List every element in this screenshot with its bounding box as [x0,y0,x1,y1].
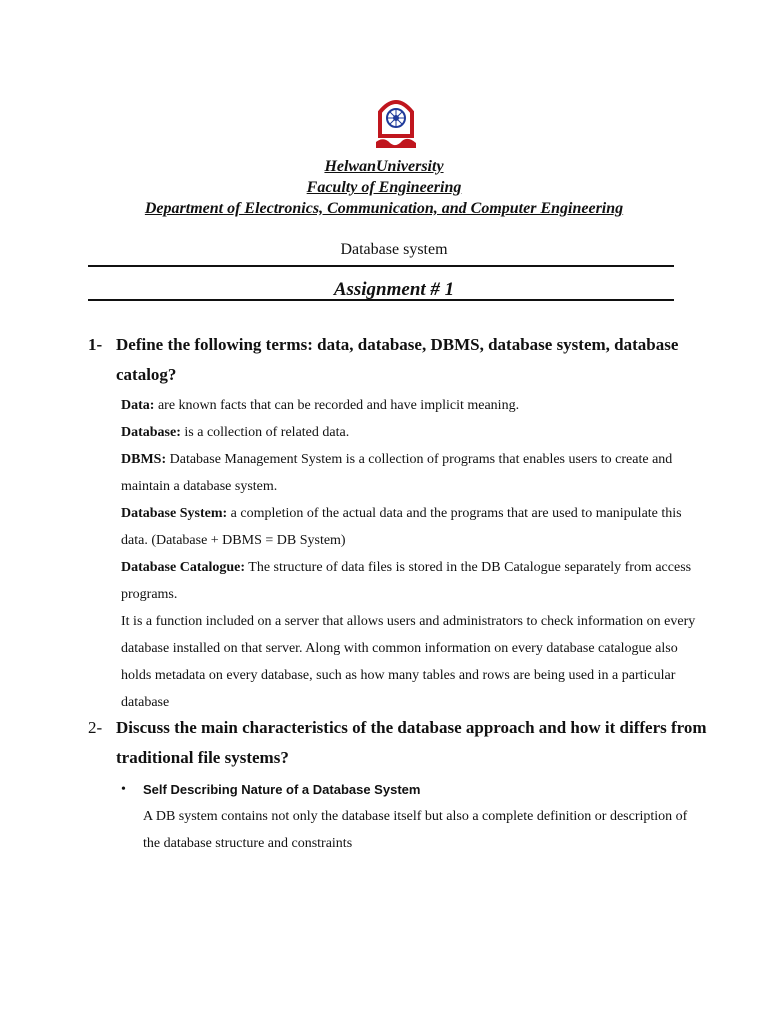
term-definition: Database Management System is a collection of programs that enables users to create and maintain a database system. [121,452,673,494]
answer-database-system [121,500,701,554]
answer-dbms [121,446,701,500]
term-definition: are known facts that can be recorded and have implicit meaning. [154,398,520,413]
answer-catalogue-detail [121,608,701,716]
term-label: DBMS: [121,452,167,467]
course-name: Database system [340,241,448,258]
department-name: Department of Electronics, Communication, and Computer Engineering [144,200,624,217]
answer-1 [121,392,701,716]
university-name: HelwanUniversity [324,158,444,175]
term-definition: The structure of data files is stored in the DB Catalogue separately from access programs. [121,560,692,602]
bullet-icon: • [121,782,126,797]
term-label: Database System: [121,506,228,521]
assignment-title: Assignment # 1 [333,279,455,300]
term-label: Database: [121,425,181,440]
answer-data [121,392,701,419]
question-text: Define the following terms: data, database, DBMS, database system, database catalog? [116,335,679,384]
question-number: 2- [88,718,103,737]
question-text: Discuss the main characteristics of the database approach and how it differs from traditional file systems? [116,718,707,767]
faculty-name: Faculty of Engineering [306,179,462,196]
answer-database-catalogue [121,554,701,608]
question-number: 1- [88,335,103,354]
term-definition: a completion of the actual data and the programs that are used to manipulate this data. (Database + DBMS = DB System) [121,506,682,548]
divider-top [88,265,674,267]
bullet-text: A DB system contains not only the database itself but also a complete definition or description of the database structure and constraints [143,809,688,851]
term-label: Database Catalogue: [121,560,246,575]
term-label: Data: [121,398,155,413]
university-logo [370,96,422,152]
divider-bottom [88,299,674,301]
bullet-title: Self Describing Nature of a Database System [143,782,421,797]
answer-database [121,419,701,446]
paragraph-text: It is a function included on a server that allows users and administrators to check information on every database installed on that server. Along with common information on every database catalogue also holds metadata on every database, such as how many tables and rows are being used in a particular database [121,614,696,710]
term-definition: is a collection of related data. [180,425,350,440]
